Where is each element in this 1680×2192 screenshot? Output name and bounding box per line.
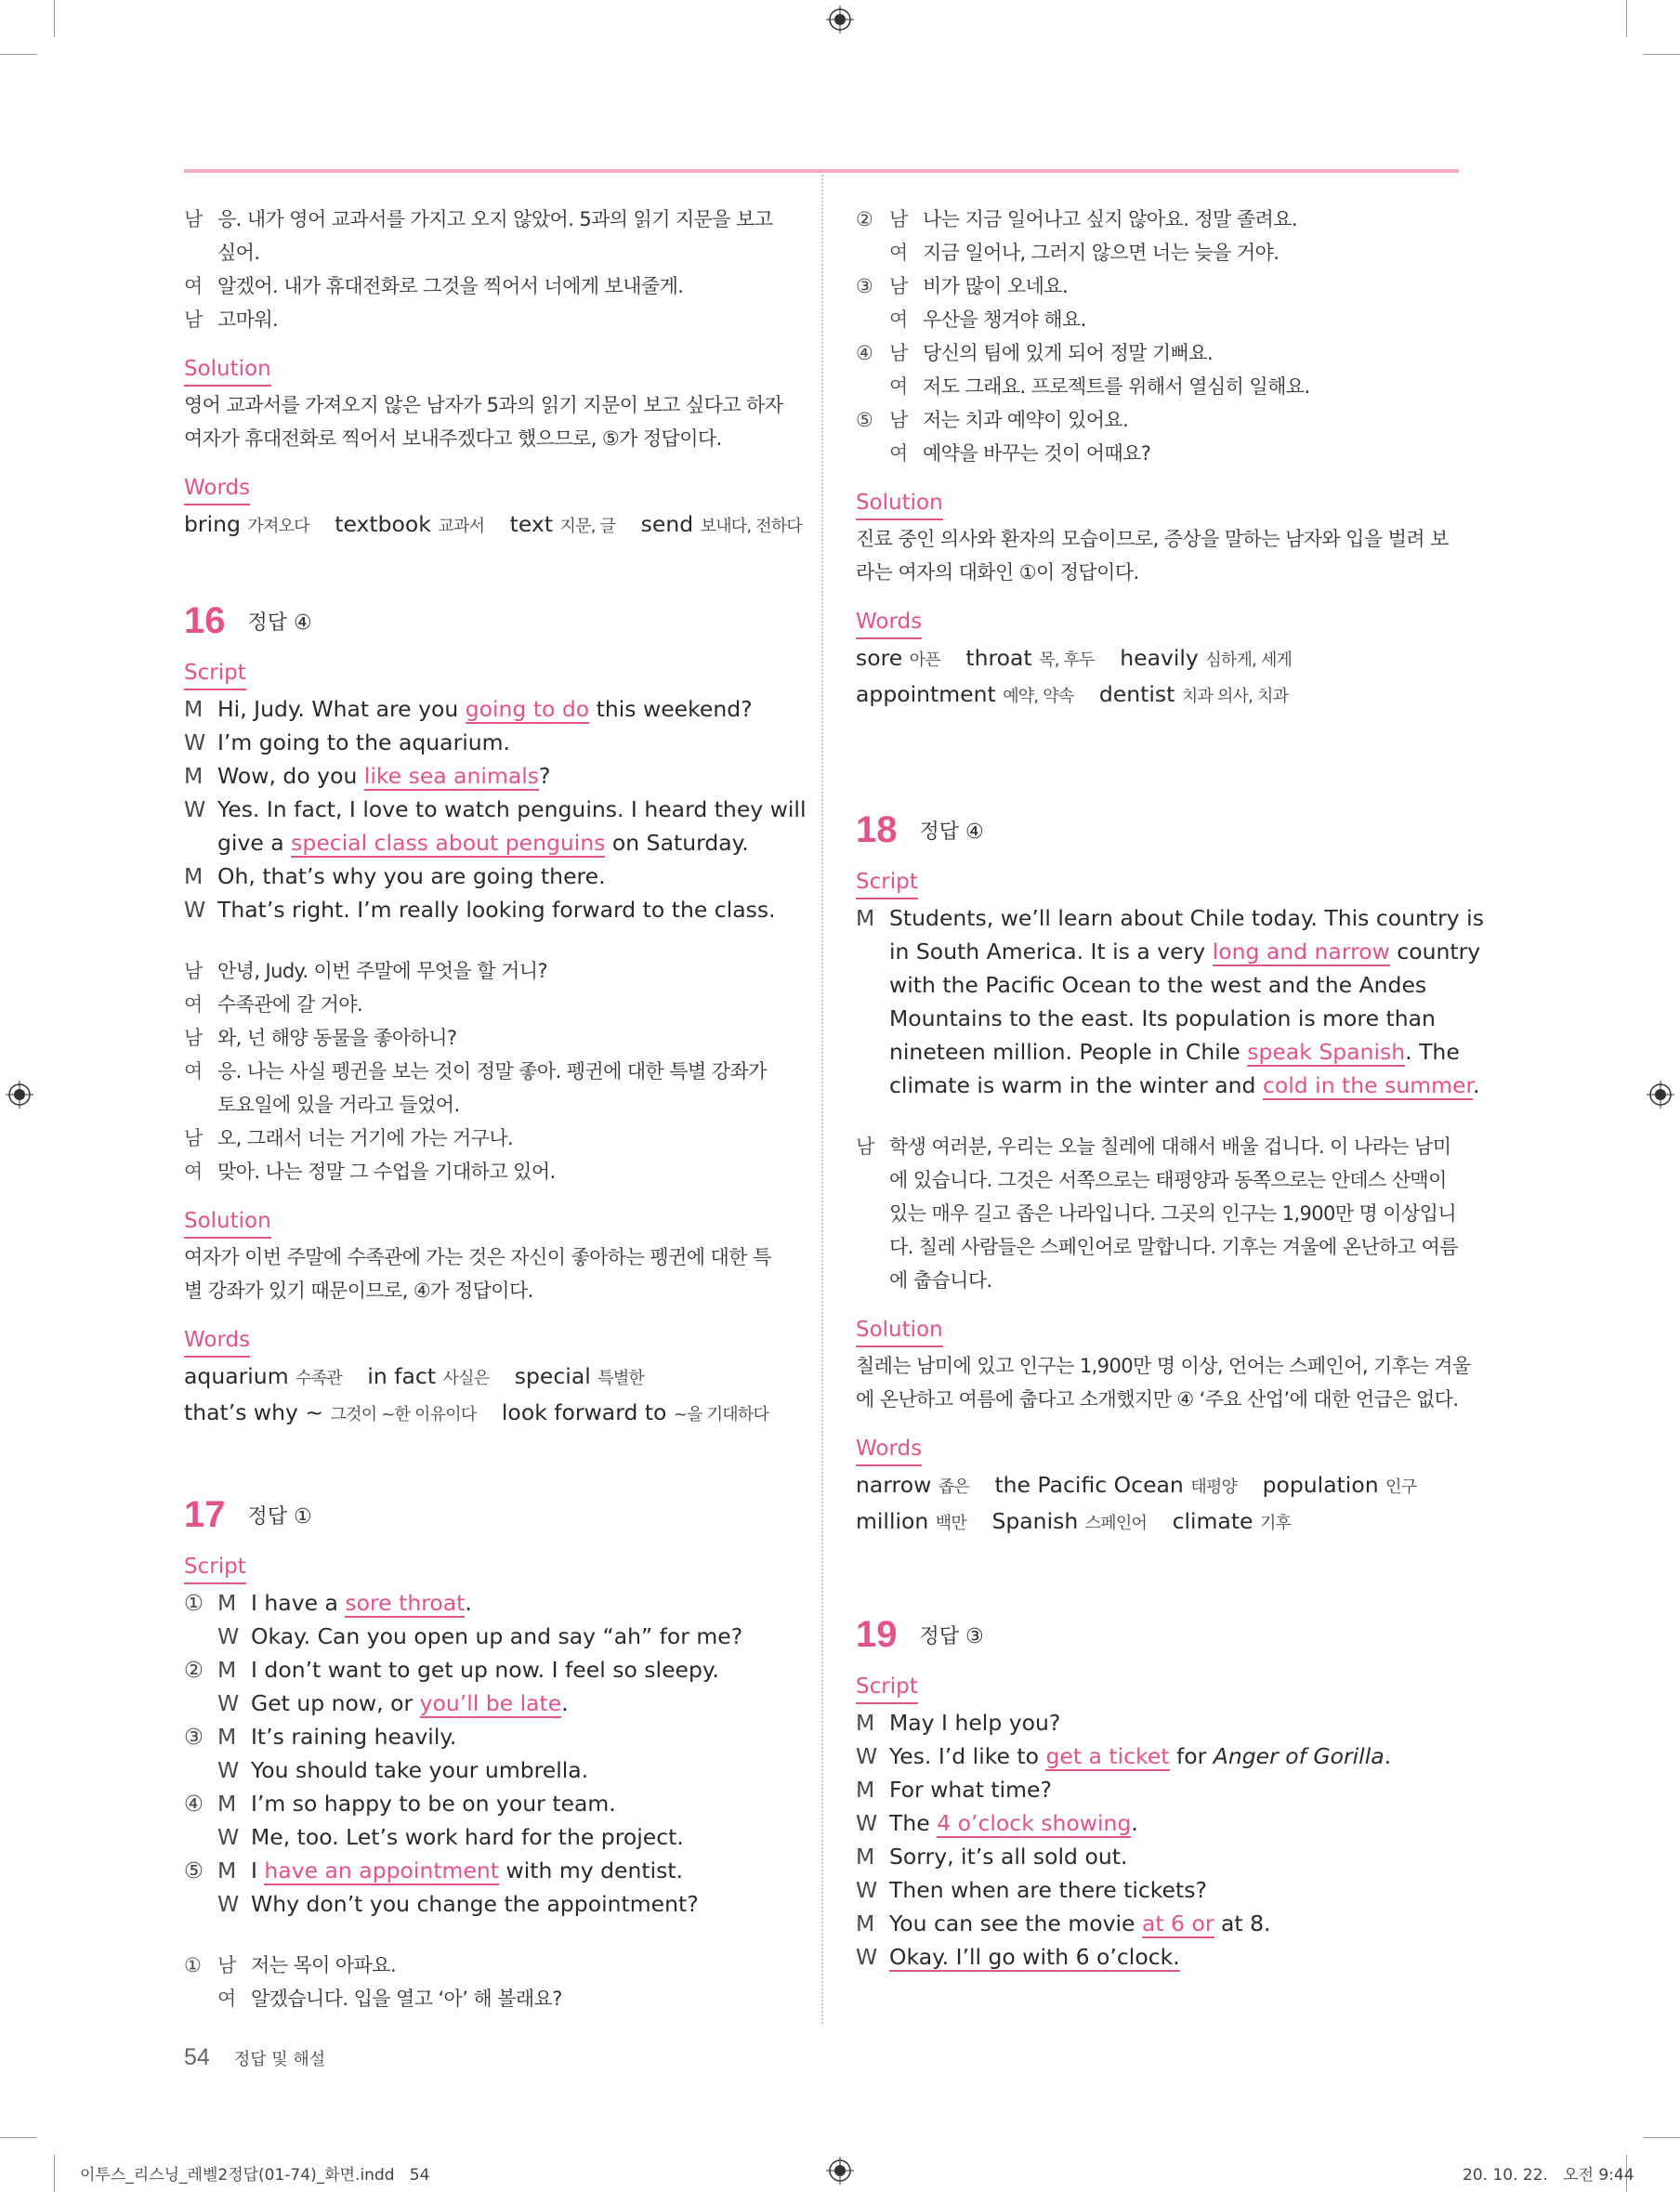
registration-mark-top-icon xyxy=(826,6,854,33)
q16-script xyxy=(184,692,807,926)
script-label: Script xyxy=(184,657,246,690)
words-label: Words xyxy=(856,606,922,639)
q16-solution: 여자가 이번 주말에 수족관에 가는 것은 자신이 좋아하는 펭귄에 대한 특 별 강좌가 있기 때문이므로, ④가 정답이다. xyxy=(184,1246,771,1302)
script-label: Script xyxy=(856,866,918,899)
dialogue-line: 싶어. xyxy=(217,242,260,264)
registration-mark-left-icon xyxy=(6,1081,33,1109)
script-line: W Me, too. Let’s work hard for the project. xyxy=(217,1824,684,1850)
question-number: 16 xyxy=(184,599,226,641)
script-label: Script xyxy=(184,1551,246,1584)
q19-script xyxy=(856,1706,1458,1974)
script-line: with the Pacific Ocean to the west and the Andes xyxy=(889,972,1427,998)
q15-solution: 영어 교과서를 가져오지 않은 남자가 5과의 읽기 지문이 보고 싶다고 하자 여자가 휴대전화로 찍어서 보내주겠다고 했으므로, ⑤가 정답이다. xyxy=(184,394,783,450)
slug-timestamp: 20. 10. 22. 오전 9:44 xyxy=(1463,2166,1634,2185)
crop-mark-top-right-h xyxy=(1643,54,1680,55)
header-rule xyxy=(184,169,1459,173)
answer-key: 정답 ③ xyxy=(919,1624,984,1648)
script-line: W Then when are there tickets? xyxy=(856,1877,1207,1903)
slug-filename: 이투스_리스닝_레벨2정답(01-74)_화면.indd 54 xyxy=(80,2166,430,2185)
dialogue-line: 남 응. 내가 영어 교과서를 가지고 오지 않았어. 5과의 읽기 지문을 보고 xyxy=(184,208,773,230)
dialogue-line: 여 알겠어. 내가 휴대전화로 그것을 찍어서 너에게 보내줄게. xyxy=(184,275,684,297)
script-line: Mountains to the east. Its population is more than xyxy=(889,1005,1436,1031)
words-row: million 백만 Spanish 스페인어 climate 기후 xyxy=(856,1508,1292,1534)
script-line: W Why don’t you change the appointment? xyxy=(217,1891,699,1917)
words-row: aquarium 수족관 in fact 사실은 special 특별한 xyxy=(184,1363,645,1389)
page-number: 54 xyxy=(184,2044,210,2070)
crop-mark-top-left-v xyxy=(54,0,55,37)
solution-label: Solution xyxy=(184,1205,271,1239)
words-label: Words xyxy=(856,1433,922,1466)
crop-mark-bottom-right-h xyxy=(1643,2137,1680,2138)
script-line: M For what time? xyxy=(856,1777,1052,1803)
q17-script xyxy=(184,1586,786,1921)
script-line: M You can see the movie at 6 or at 8. xyxy=(856,1910,1271,1936)
column-divider xyxy=(821,175,823,2024)
q15-korean-end xyxy=(184,203,786,336)
section-title: 정답 및 해설 xyxy=(233,2050,326,2069)
crop-mark-top-left-h xyxy=(0,54,37,55)
crop-mark-bottom-left-v xyxy=(54,2155,55,2192)
question-16-header xyxy=(184,592,786,650)
script-line: ② M I don’t want to get up now. I feel so sleepy. xyxy=(184,1657,719,1683)
script-line: ③ M It’s raining heavily. xyxy=(184,1724,457,1750)
page-footer xyxy=(184,2044,325,2071)
words-row: sore 아픈 throat 목, 후두 heavily 심하게, 세게 xyxy=(856,645,1293,671)
words-label: Words xyxy=(184,472,250,505)
script-line: M Students, we’ll learn about Chile today. This country is xyxy=(856,905,1484,931)
script-line: M Wow, do you like sea animals? xyxy=(184,763,551,789)
q17-korean-continued: ② 남 나는 지금 일어나고 싶지 않아요. 정말 졸려요. 여 지금 일어나, 그러지 않으면 너는 늦을 거야. ③ 남 비가 많이 오네요. 여 우산을 챙겨야 해요. ④ 남 당신의 팀에 있게 되어 정말 기뻐요. 여 저도 그래요. 프로젝트를 위해서 열심히 일해요. ⑤ 남 저는 치과 예약이 있어요. 여 예약을 바꾸는 것이 어때요? xyxy=(856,208,1310,465)
script-line: climate is warm in the winter and cold in the summer. xyxy=(889,1072,1480,1098)
script-line: M Sorry, it’s all sold out. xyxy=(856,1844,1128,1870)
question-number: 19 xyxy=(856,1613,898,1655)
dialogue-line: 남 고마워. xyxy=(184,308,279,331)
script-line: W The 4 o’clock showing. xyxy=(856,1810,1138,1836)
answer-key: 정답 ④ xyxy=(247,610,312,635)
words-label: Words xyxy=(184,1324,250,1358)
question-number: 17 xyxy=(184,1493,226,1535)
answer-key: 정답 ① xyxy=(247,1504,312,1529)
registration-mark-bottom-icon xyxy=(826,2157,854,2185)
words-row: bring 가져오다 textbook 교과서 text 지문, 글 send 보내다, 전하다 xyxy=(184,511,802,537)
script-line: M Oh, that’s why you are going there. xyxy=(184,863,606,889)
registration-mark-right-icon xyxy=(1647,1081,1674,1109)
solution-label: Solution xyxy=(856,487,943,520)
script-line: W Okay. I’ll go with 6 o’clock. xyxy=(856,1944,1180,1970)
script-line: W You should take your umbrella. xyxy=(217,1757,589,1783)
question-18-header xyxy=(856,801,1458,859)
question-17-header xyxy=(184,1486,786,1543)
words-row: appointment 예약, 약속 dentist 치과 의사, 치과 xyxy=(856,681,1289,707)
script-line: W That’s right. I’m really looking forward to the class. xyxy=(184,897,776,923)
q17-solution: 진료 중인 의사와 환자의 모습이므로, 증상을 말하는 남자와 입을 벌려 보 라는 여자의 대화인 ①이 정답이다. xyxy=(856,528,1449,584)
question-19-header xyxy=(856,1606,1458,1663)
script-line: ① M I have a sore throat. xyxy=(184,1590,472,1616)
right-column xyxy=(856,203,1484,1974)
q16-korean: 남 안녕, Judy. 이번 주말에 무엇을 할 거니? 여 수족관에 갈 거야. 남 와, 넌 해양 동물을 좋아하니? 여 응. 나는 사실 펭귄을 보는 것이 정말 좋아. 펭귄에 대한 특별 강좌가 토요일에 있을 거라고 들었어. 남 오, 그래서 너는 거기에 가는 거구나. 여 맞아. 나는 정말 그 수업을 기대하고 있어. xyxy=(184,960,767,1183)
words-row: that’s why ~ 그것이 ~한 이유이다 look forward to ~을 기대하다 xyxy=(184,1399,769,1425)
q18-solution: 칠레는 남미에 있고 인구는 1,900만 명 이상, 언어는 스페인어, 기후는 겨울 에 온난하고 여름에 춥다고 소개했지만 ④ ‘주요 산업’에 대한 언급은 없다. xyxy=(856,1355,1471,1411)
script-line: W Okay. Can you open up and say “ah” for me? xyxy=(217,1623,743,1649)
script-line: M May I help you? xyxy=(856,1710,1061,1736)
words-row: narrow 좁은 the Pacific Ocean 태평양 population 인구 xyxy=(856,1472,1417,1498)
script-line: in South America. It is a very long and narrow country xyxy=(889,938,1481,965)
crop-mark-top-right-v xyxy=(1626,0,1627,37)
script-line: ⑤ M I have an appointment with my dentist. xyxy=(184,1857,684,1884)
crop-mark-bottom-left-h xyxy=(0,2137,37,2138)
script-line: W Get up now, or you’ll be late. xyxy=(217,1690,569,1716)
solution-label: Solution xyxy=(856,1314,943,1347)
answer-key: 정답 ④ xyxy=(919,820,984,844)
question-number: 18 xyxy=(856,808,898,850)
script-line: W Yes. In fact, I love to watch penguins. I heard they will xyxy=(184,796,807,822)
script-line: ④ M I’m so happy to be on your team. xyxy=(184,1791,616,1817)
script-line: give a special class about penguins on Saturday. xyxy=(217,830,749,856)
solution-label: Solution xyxy=(184,353,271,387)
q17-korean-start: ① 남 저는 목이 아파요. 여 알겠습니다. 입을 열고 ‘아’ 해 볼래요? xyxy=(184,1954,562,2010)
script-line: nineteen million. People in Chile speak Spanish. The xyxy=(889,1039,1460,1065)
left-column xyxy=(184,203,807,2015)
q18-script xyxy=(856,901,1484,1102)
script-line: W Yes. I’d like to get a ticket for Anger of Gorilla. xyxy=(856,1743,1392,1769)
q18-korean: 남 학생 여러분, 우리는 오늘 칠레에 대해서 배울 겁니다. 이 나라는 남미 에 있습니다. 그것은 서쪽으로는 태평양과 동쪽으로는 안데스 산맥이 있는 매우 길고 좁은 나라입니다. 그곳의 인구는 1,900만 명 이상입니 다. 칠레 사람들은 스페인어로 말합니다. 기후는 겨울에 온난하고 여름 에 춥습니다. xyxy=(856,1135,1458,1292)
script-line: W I’m going to the aquarium. xyxy=(184,729,511,755)
script-line: M Hi, Judy. What are you going to do this weekend? xyxy=(184,696,753,722)
script-label: Script xyxy=(856,1671,918,1704)
